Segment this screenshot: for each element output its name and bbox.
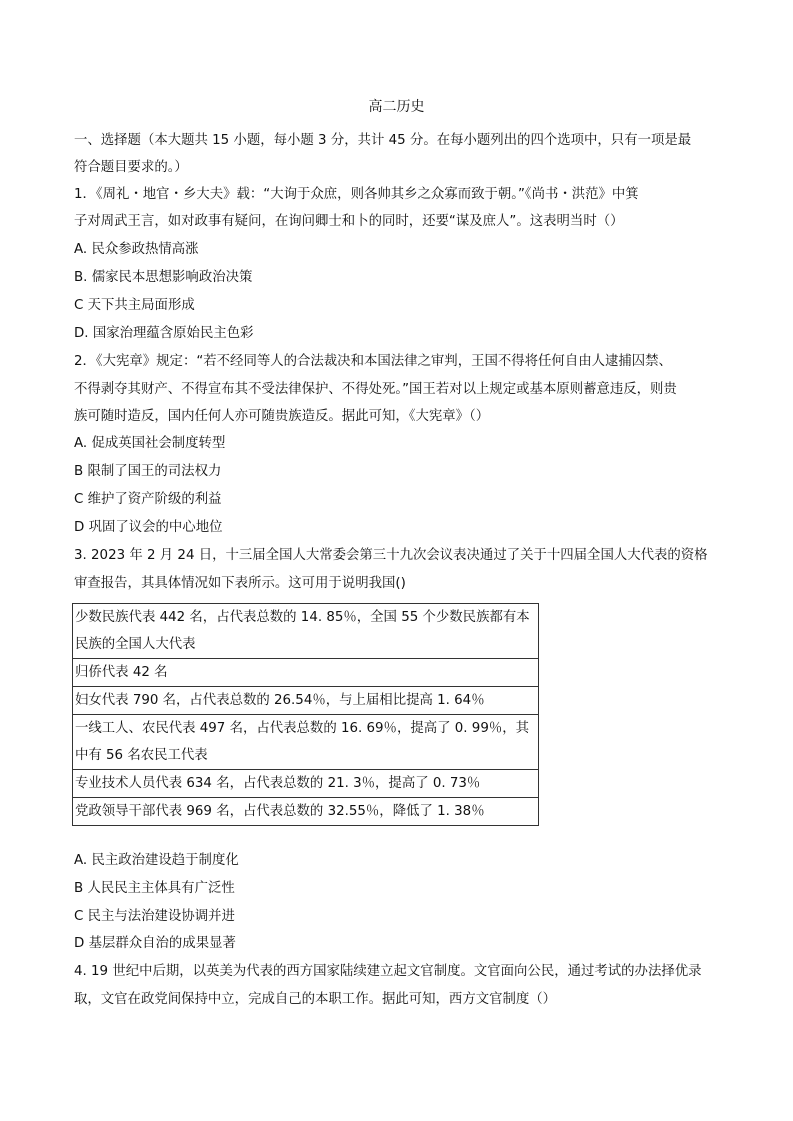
q2-stem-line-1: 2．《大宪章》规定：“若不经同等人的合法裁决和本国法律之审判，王国不得将任何自由人逮捕囚禁、 xyxy=(74,354,672,369)
table-row xyxy=(73,659,539,687)
q2-option-a: A. 促成英国社会制度转型 xyxy=(74,436,226,451)
table-cell: 专业技术人员代表 634 名，占代表总数的 21. 3％，提高了 0. 73％ xyxy=(73,770,539,798)
page-title: 高二历史 xyxy=(368,99,425,115)
table-cell: 一线工人、农民代表 497 名，占代表总数的 16. 69％，提高了 0. 99％，其中有 56 名农民工代表 xyxy=(73,715,539,770)
table-row xyxy=(73,715,539,770)
table-row xyxy=(73,798,539,826)
q3-option-d: D 基层群众自治的成果显著 xyxy=(74,936,236,951)
q1-option-a: A. 民众参政热情高涨 xyxy=(74,242,199,257)
q1-stem-line-1: 1．《周礼・地官・乡大夫》载：“大询于众庶，则各帅其乡之众寡而致于朝。”《尚书・洪范》中箕 xyxy=(74,187,639,202)
q3-stem-line-2: 审查报告，其具体情况如下表所示。这可用于说明我国() xyxy=(74,576,406,591)
q2-stem-line-2: 不得剥夺其财产、不得宣布其不受法律保护、不得处死。”国王若对以上规定或基本原则蓄意违反，则贵 xyxy=(74,382,677,397)
table-cell: 妇女代表 790 名，占代表总数的 26.54％，与上届相比提高 1. 64％ xyxy=(73,687,539,715)
q2-option-c: C 维护了资产阶级的利益 xyxy=(74,492,222,507)
q2-stem-line-3: 族可随时造反，国内任何人亦可随贵族造反。据此可知，《大宪章》（） xyxy=(74,409,490,424)
q2-option-d: D 巩固了议会的中心地位 xyxy=(74,520,223,535)
q1-stem-line-2: 子对周武王言，如对政事有疑问，在询问卿士和卜的同时，还要“谋及庶人”。这表明当时（） xyxy=(74,214,624,229)
q2-option-b: B 限制了国王的司法权力 xyxy=(74,464,222,479)
table-cell: 党政领导干部代表 969 名，占代表总数的 32.55％，降低了 1. 38％ xyxy=(73,798,539,826)
q3-option-c: C 民主与法治建设协调并进 xyxy=(74,909,235,924)
q4-stem-line-1: 4. 19 世纪中后期，以英美为代表的西方国家陆续建立起文官制度。文官面向公民，通过考试的办法择优录 xyxy=(74,964,702,979)
delegates-table xyxy=(72,603,539,826)
table-row xyxy=(73,687,539,715)
section-header-line-2: 符合题目要求的。） xyxy=(74,160,188,175)
q3-option-b: B 人民民主主体具有广泛性 xyxy=(74,881,235,896)
q3-option-a: A. 民主政治建设趋于制度化 xyxy=(74,853,239,868)
q1-option-c: C 天下共主局面形成 xyxy=(74,298,195,313)
q3-stem-line-1: 3. 2023 年 2 月 24 日，十三届全国人大常委会第三十九次会议表决通过了关于十四届全国人大代表的资格 xyxy=(74,548,708,563)
table-row xyxy=(73,604,539,659)
table-row xyxy=(73,770,539,798)
section-header-line-1: 一、选择题（本大题共 15 小题，每小题 3 分，共计 45 分。在每小题列出的四个选项中，只有一项是最 xyxy=(74,133,692,148)
q1-option-d: D. 国家治理蕴含原始民主色彩 xyxy=(74,326,254,341)
table-cell: 少数民族代表 442 名，占代表总数的 14. 85％，全国 55 个少数民族都有本民族的全国人大代表 xyxy=(73,604,539,659)
q4-stem-line-2: 取，文官在政党间保持中立，完成自己的本职工作。据此可知，西方文官制度（） xyxy=(74,992,557,1007)
q1-option-b: B. 儒家民本思想影响政治决策 xyxy=(74,270,253,285)
table-cell: 归侨代表 42 名 xyxy=(73,659,539,687)
